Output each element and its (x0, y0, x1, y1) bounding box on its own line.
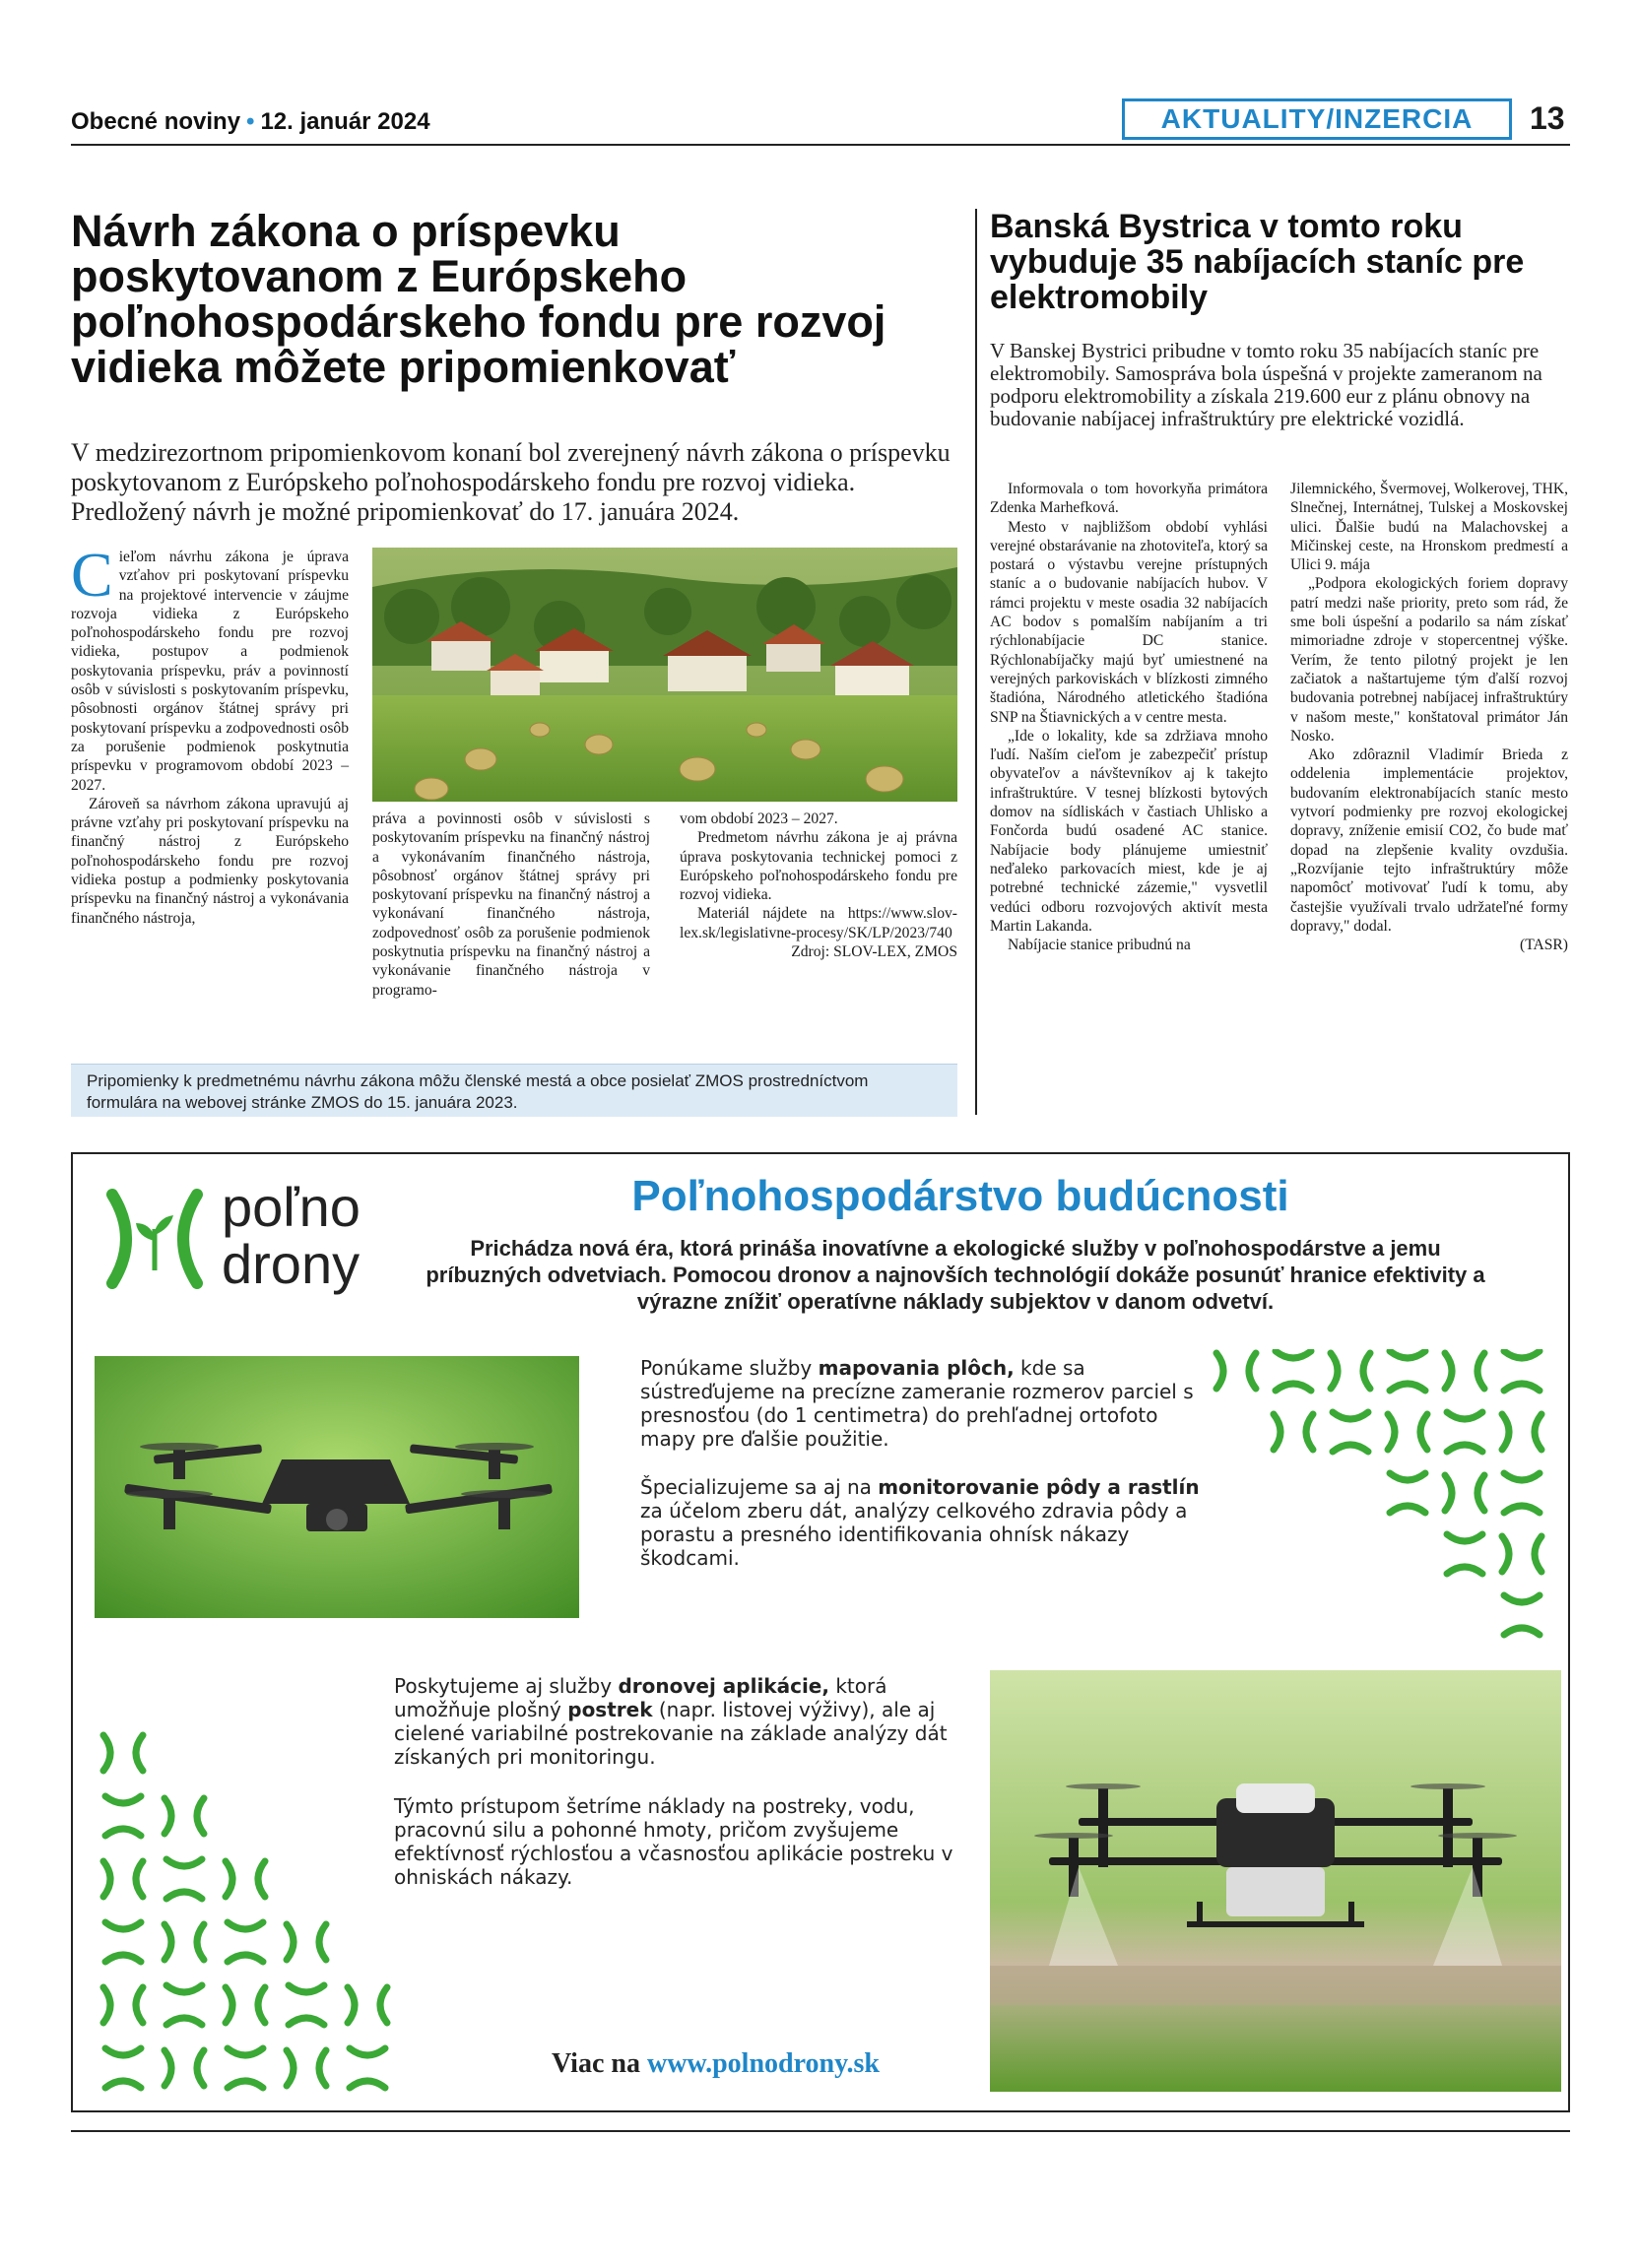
article2-column2 (1290, 480, 1568, 954)
header-rule (71, 144, 1570, 146)
article1-paragraph: vom období 2023 – 2027. (680, 810, 838, 827)
pattern-mark (1504, 1595, 1540, 1635)
pattern-mark (228, 1922, 263, 1962)
mapping-drone-photo (95, 1356, 579, 1618)
ad-title: Poľnohospodárstvo budúcnosti (631, 1172, 1289, 1220)
article1-column3 (680, 810, 957, 961)
note-box: Pripomienky k predmetnému návrhu zákona môžu členské mestá a obce posielať ZMOS prostredníctvom formulára na webovej stránke ZMOS do 15. januára 2023. (71, 1064, 957, 1117)
logo-wordmark: poľno (222, 1176, 361, 1238)
pattern-mark (1445, 1475, 1484, 1511)
pattern-mark (1274, 1414, 1313, 1450)
ad-paragraph-savings: Týmto prístupom šetríme náklady na postreky, vodu, pracovnú silu a pohonné hmoty, pričom zvyšujeme efektívnosť rýchlosťou a včasnosťou aplikácie postreku v ohniskách nákazy. (394, 1794, 953, 1889)
section-label: AKTUALITY/INZERCIA (1122, 98, 1512, 140)
pattern-mark (1504, 1473, 1540, 1513)
article1-link[interactable]: Materiál nájdete na https://www.slov-lex.sk/legislativne-procesy/SK/LP/2023/740 (680, 905, 957, 941)
pattern-mark (226, 1987, 265, 2023)
pattern-mark (350, 2048, 385, 2088)
pattern-mark (1333, 1412, 1368, 1452)
article2-paragraph: „Ide o lokality, kde sa zdržiava mnoho ľudí. Naším cieľom je zabezpečiť prístup obyvateľov a návštevníkov aj k takejto infraštruktúre. V tesnej blízkosti bytových domov na sídliskách v častiach Uhlisko a Fončorda budú osadené AC stanice. Nabíjacie body plánujeme umiestniť neďaleko parkovacích miest, kde je aj potrebné technické zázemie," vysvetlil vedúci odboru rozvojových aktivít mesta Martin Lakanda. (990, 727, 1268, 935)
pattern-mark (164, 1798, 204, 1834)
pattern-mark (164, 2050, 204, 2086)
pattern-mark (105, 1796, 141, 1836)
article1-column1 (71, 540, 349, 928)
article1-title: Návrh zákona o príspevku poskytovanom z Európskeho poľnohospodárskeho fondu pre rozvoj vidieka môžete pripomienkovať (71, 206, 886, 392)
article2-lead: V Banskej Bystrici pribudne v tomto roku 35 nabíjacích staníc pre elektromobily. Samospráva bola úspešná v projekte zameranom na podporu elektromobility a získala 219.600 eur z plánu obnovy na budovanie nabíjacej infraštruktúry pre elektrické vozidlá. (990, 339, 1542, 430)
ad-intro: Prichádza nová éra, ktorá prináša inovatívne a ekologické služby v poľnohospodárstve a jemu príbuzných odvetviach. Pomocou dronov a najnovších technológií dokáže posunúť hranice efektivity a výrazne znížiť operatívne náklady subjektov v danom odvetví. (426, 1236, 1485, 1314)
pattern-mark (226, 1861, 265, 1897)
pattern-mark (1502, 1414, 1542, 1450)
pattern-mark (103, 1987, 143, 2023)
spraying-drone-photo (990, 1670, 1561, 2092)
pattern-mark (164, 1924, 204, 1960)
pattern-mark (166, 1859, 202, 1899)
article1-paragraph: Predmetom návrhu zákona je aj právna úprava poskytovania technickej pomoci z Európskeho poľnohospodárskeho fondu pre rozvoj vidieka. (680, 829, 957, 904)
article2-paragraph: Mesto v najbližšom období vyhlási verejné obstarávanie na zhotoviteľa, ktorý sa postará o výstavbu verejne prístupných staníc a o budovanie nabíjacích hubov. V rámci projektu v meste osadia 32 nabíjacích AC bodov s pomalším nabíjaním a tri rýchlonabíjacie DC stanice. Rýchlonabíjačky majú byť umiestnené na verejných parkoviskách v blízkosti zimného štadióna, Národného atletického štadióna SNP na Štiavnických a v centre mesta. (990, 518, 1268, 726)
pattern-mark (1390, 1473, 1425, 1513)
article2-title: Banská Bystrica v tomto roku vybuduje 35 nabíjacích staníc pre elektromobily (990, 208, 1525, 316)
pattern-mark (1445, 1353, 1484, 1389)
article2-paragraph: Nabíjacie stanice pribudnú na (1008, 937, 1191, 954)
article1-source: Zdroj: SLOV-LEX, ZMOS (791, 943, 957, 961)
village-photo (372, 548, 957, 802)
ad-paragraph-monitoring: Špecializujeme sa aj na monitorovanie pôdy a rastlín za účelom zberu dát, analýzy celkového zdravia pôdy a porastu a presného identifikovania ohnísk nákazy škodcami. (640, 1475, 1200, 1570)
article2-paragraph: Jilemnického, Švermovej, Wolkerovej, THK, Slnečnej, Internátnej, Tulskej a Moskovskej ulici. Ďalšie budú na Malachovskej a Mičinskej ceste, na Hronskom predmestí a Ulici 9. mája (1290, 481, 1568, 574)
publication-name: Obecné noviny (71, 108, 241, 135)
pattern-mark (105, 1922, 141, 1962)
page-number: 13 (1530, 100, 1565, 136)
separator-dot: • (246, 108, 255, 135)
bottom-rule (71, 2130, 1570, 2132)
decorative-pattern (98, 1728, 433, 2093)
article2-column1 (990, 480, 1268, 954)
pattern-mark (1331, 1353, 1370, 1389)
website-link[interactable]: www.polnodrony.sk (646, 2048, 880, 2079)
article2-paragraph: Informovala o tom hovorkyňa primátora Zdenka Marhefková. (990, 481, 1268, 517)
pattern-mark (1276, 1351, 1311, 1391)
article2-paragraph: „Podpora ekologických foriem dopravy patrí medzi naše priority, preto som rád, že sme boli úspešní a podarilo sa nám získať mimoriadne zdroje v stopercentnej výške. Verím, že tento pilotný projekt je len začiatok a naštartujeme tým ďalší rozvoj budovania potrebnej nabíjacej infraštruktúry v našom meste," konštatoval primátor Ján Nosko. (1290, 575, 1568, 745)
publication-date: 12. január 2024 (260, 108, 430, 135)
pattern-mark (105, 2048, 141, 2088)
pattern-mark (228, 2048, 263, 2088)
pattern-mark (1502, 1536, 1542, 1572)
article1-paragraph: ieľom návrhu zákona je úprava vzťahov pri poskytovaní príspevku na projektové intervencie v záujme rozvoja vidieka z Európskeho poľnohospodárskeho fondu pre rozvoj vidieka, postupov a podmienok poskytovania príspevku, práv a povinností osôb v súvislosti s poskytovaním príspevku, pôsobnosti orgánov štátnej správy pri poskytovaní príspevku a zodpovednosti osôb za porušenie podmienok poskytnutia príspevku v programovom období 2023 – 2027. (71, 549, 349, 794)
pattern-mark (103, 1735, 143, 1771)
pattern-mark (103, 1861, 143, 1897)
pattern-mark (287, 1924, 326, 1960)
pattern-mark (1447, 1412, 1482, 1452)
pattern-mark (1390, 1351, 1425, 1391)
pattern-mark (1388, 1414, 1427, 1450)
pattern-mark (166, 1985, 202, 2025)
article1-paragraph: Zároveň sa návrhom zákona upravujú aj právne vzťahy pri poskytovaní príspevku na finančný nástroj z Európskeho poľnohospodárskeho fondu pre rozvoj vidieka postup a podmienky poskytovania príspevku na finančný nástroj a vykonávania finančného nástroja, (71, 795, 349, 927)
publication-header (71, 108, 430, 136)
article2-source: (TASR) (1520, 937, 1568, 954)
pattern-mark (1504, 1351, 1540, 1391)
logo-wordmark: drony (222, 1233, 361, 1295)
article1-paragraph: práva a povinnosti osôb v súvislosti s poskytovaním príspevku na finančný nástroj a vykonávaním finančného nástroja, pôsobnosť orgánov štátnej správy pri poskytovaní príspevku na finančný nástroj a vykonávaní finančného nástroja, zodpovednosť osôb za porušenie podmienok poskytnutia príspevku na finančný nástroj a vykonávanie finančného nástroja v programo- (372, 810, 650, 999)
pattern-mark (289, 1985, 324, 2025)
pattern-mark (1447, 1534, 1482, 1574)
ad-paragraph-mapping: Ponúkame služby mapovania plôch, kde sa sústreďujeme na precízne zameranie rozmerov parciel s presnosťou (do 1 centimetra) do prehľadnej ortofoto mapy pre ďalšie použitie. (640, 1356, 1194, 1451)
article2-paragraph: Ako zdôraznil Vladimír Brieda z oddelenia implementácie projektov, budovaním elektronabíjacích staníc mesto vytvorí podmienky pre rozvoj ekologickej dopravy, zníženie emisií CO2, čo bude mať dopad na zlepšenie kvality ovzdušia. „Rozvíjanie tejto infraštruktúry môže napomôcť motivovať ľudí k tomu, aby častejšie využívali trvalo udržateľné formy dopravy," dodal. (1290, 746, 1568, 935)
pattern-mark (1216, 1353, 1256, 1389)
pattern-mark (287, 2050, 326, 2086)
article1-lead: V medzirezortnom pripomienkovom konaní bol zverejnený návrh zákona o príspevku poskytovanom z Európskeho poľnohospodárskeho fondu pre rozvoj vidieka. Predložený návrh je možné pripomienkovať do 17. januára 2024. (71, 438, 951, 526)
dropcap: C (71, 540, 113, 610)
column-divider (975, 209, 977, 1115)
ad-website: Viac na www.polnodrony.sk (552, 2048, 880, 2079)
ad-paragraph-spraying: Poskytujeme aj služby dronovej aplikácie, ktorá umožňuje plošný postrek (napr. listovej výživy), ale aj cielené variabilné postrekovanie na základe analýzy dát získaných pri monitoringu. (394, 1674, 948, 1769)
pattern-mark (348, 1987, 387, 2023)
article1-column2 (372, 810, 650, 1000)
decorative-pattern (1212, 1349, 1546, 1645)
